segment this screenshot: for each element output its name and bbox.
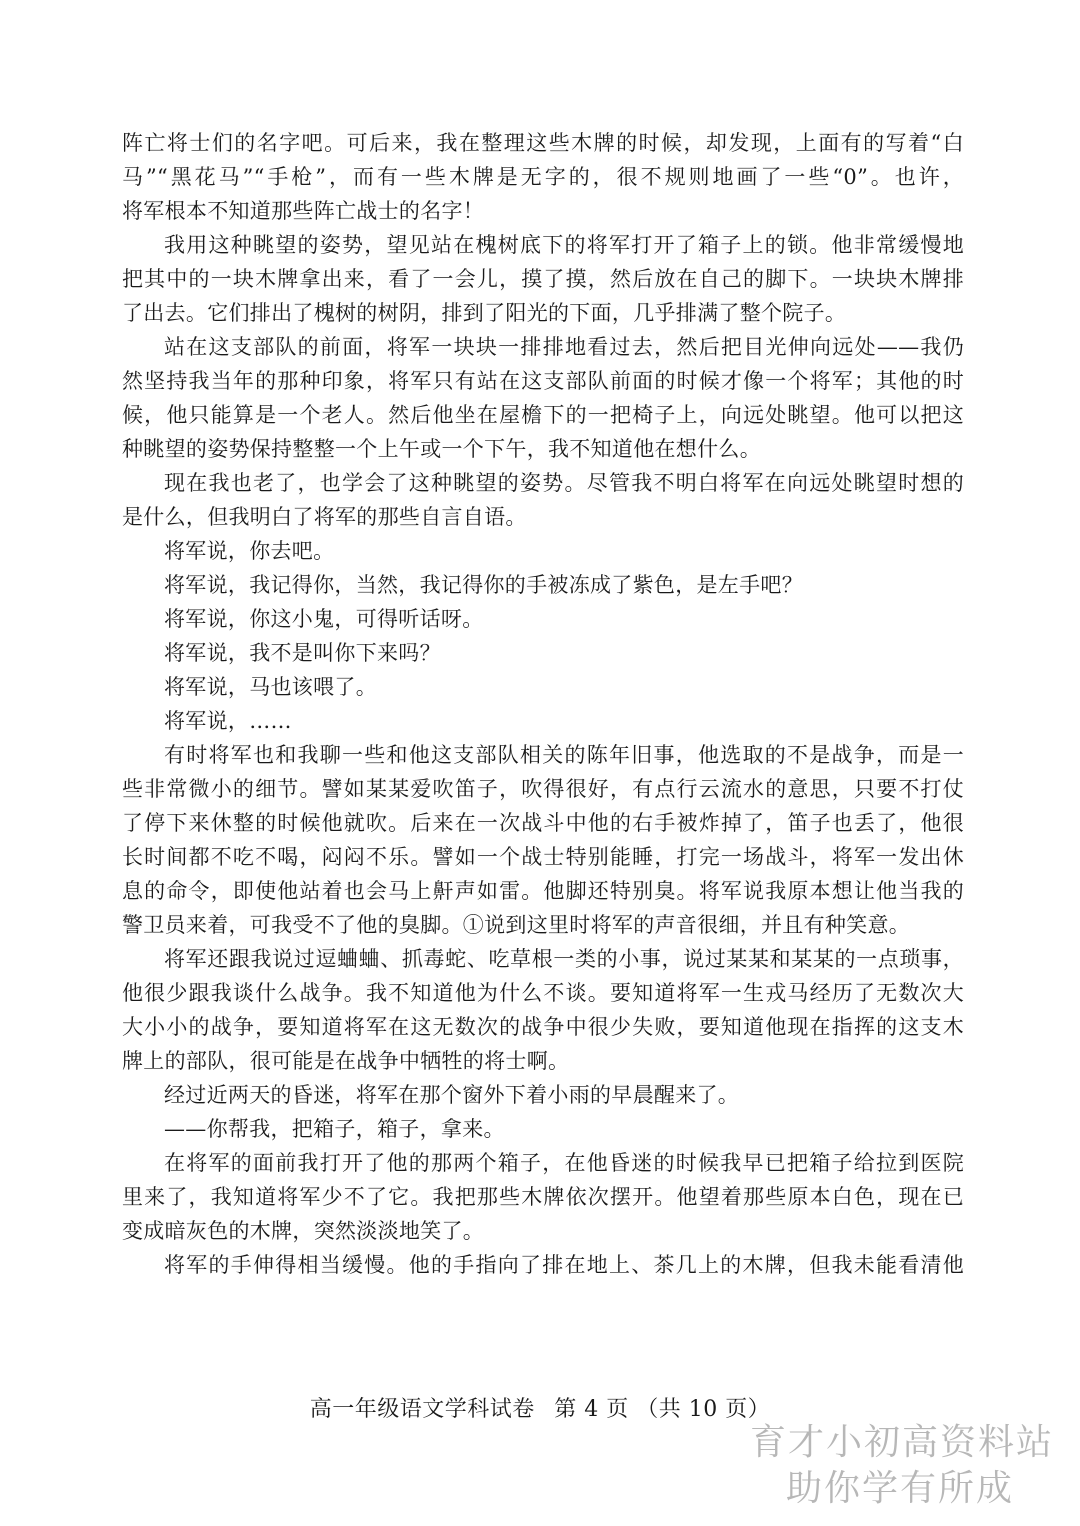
text-line: 将军说，…… bbox=[164, 709, 292, 733]
paragraph bbox=[122, 126, 964, 228]
paragraph bbox=[122, 1248, 964, 1282]
text-line: 把其中的一块木牌拿出来，看了一会儿，摸了摸，然后放在自己的脚下。一块块木牌排 bbox=[122, 267, 964, 291]
text-line: 阵亡将士们的名字吧。可后来，我在整理这些木牌的时候，却发现，上面有的写着“白 bbox=[122, 131, 964, 155]
text-line: 种眺望的姿势保持整整一个上午或一个下午，我不知道他在想什么。 bbox=[122, 437, 761, 461]
watermark-line-1: 育才小初高资料站 bbox=[749, 1422, 1054, 1463]
paragraph bbox=[122, 704, 964, 738]
text-line: 站在这支部队的前面，将军一块块一排排地看过去，然后把目光伸向远处——我仍 bbox=[164, 335, 964, 359]
text-line: 我用这种眺望的姿势，望见站在槐树底下的将军打开了箱子上的锁。他非常缓慢地 bbox=[164, 233, 964, 257]
text-line: 现在我也老了，也学会了这种眺望的姿势。尽管我不明白将军在向远处眺望时想的 bbox=[164, 471, 964, 495]
text-line: 将军说，我记得你，当然，我记得你的手被冻成了紫色，是左手吧？ bbox=[164, 573, 803, 597]
text-line: 将军根本不知道那些阵亡战士的名字！ bbox=[122, 199, 485, 223]
paragraph bbox=[122, 1078, 964, 1112]
watermark-line-2: 助你学有所成 bbox=[785, 1468, 1014, 1509]
text-line: 息的命令，即使他站着也会马上鼾声如雷。他脚还特别臭。将军说我原本想让他当我的 bbox=[122, 879, 964, 903]
text-line: 是什么，但我明白了将军的那些自言自语。 bbox=[122, 505, 527, 529]
paragraph bbox=[122, 534, 964, 568]
text-line: 候，他只能算是一个老人。然后他坐在屋檐下的一把椅子上，向远处眺望。他可以把这 bbox=[122, 403, 964, 427]
paragraph bbox=[122, 1146, 964, 1248]
paragraph bbox=[122, 1112, 964, 1146]
text-line: 了出去。它们排出了槐树的树阴，排到了阳光的下面，几乎排满了整个院子。 bbox=[122, 301, 847, 325]
text-line: 他很少跟我谈什么战争。我不知道他为什么不谈。要知道将军一生戎马经历了无数次大 bbox=[122, 981, 964, 1005]
text-line: 将军的手伸得相当缓慢。他的手指向了排在地上、茶几上的木牌，但我未能看清他 bbox=[164, 1253, 964, 1277]
text-line: 将军说，马也该喂了。 bbox=[164, 675, 377, 699]
text-line: 大小小的战争，要知道将军在这无数次的战争中很少失败，要知道他现在指挥的这支木 bbox=[122, 1015, 964, 1039]
text-line: 些非常微小的细节。譬如某某爱吹笛子，吹得很好，有点行云流水的意思，只要不打仗 bbox=[122, 777, 964, 801]
text-line: 牌上的部队，很可能是在战争中牺牲的将士啊。 bbox=[122, 1049, 570, 1073]
paragraph bbox=[122, 636, 964, 670]
exam-title: 高一年级语文学科试卷 bbox=[309, 1397, 535, 1422]
text-line: 长时间都不吃不喝，闷闷不乐。譬如一个战士特别能睡，打完一场战斗，将军一发出休 bbox=[122, 845, 964, 869]
text-line: 马”“黑花马”“手枪”，而有一些木牌是无字的，很不规则地画了一些“0”。也许， bbox=[122, 165, 964, 189]
paragraph bbox=[122, 602, 964, 636]
exam-page-body bbox=[122, 126, 964, 1282]
text-line: 然坚持我当年的那种印象，将军只有站在这支部队前面的时候才像一个将军；其他的时 bbox=[122, 369, 964, 393]
paragraph bbox=[122, 568, 964, 602]
paragraph bbox=[122, 670, 964, 704]
text-line: 变成暗灰色的木牌，突然淡淡地笑了。 bbox=[122, 1219, 485, 1243]
text-line: 将军说，我不是叫你下来吗？ bbox=[164, 641, 441, 665]
text-line: 经过近两天的昏迷，将军在那个窗外下着小雨的早晨醒来了。 bbox=[164, 1083, 740, 1107]
paragraph bbox=[122, 228, 964, 330]
text-line: 将军说，你这小鬼，可得听话呀。 bbox=[164, 607, 484, 631]
paragraph bbox=[122, 330, 964, 466]
text-line: 将军还跟我说过逗蛐蛐、抓毒蛇、吃草根一类的小事，说过某某和某某的一点琐事， bbox=[164, 947, 964, 971]
paragraph bbox=[122, 942, 964, 1078]
paragraph bbox=[122, 466, 964, 534]
text-line: 警卫员来着，可我受不了他的臭脚。①说到这里时将军的声音很细，并且有种笑意。 bbox=[122, 913, 911, 937]
text-line: 在将军的面前我打开了他的那两个箱子，在他昏迷的时候我早已把箱子给拉到医院 bbox=[164, 1151, 964, 1175]
text-line: 了停下来休整的时候他就吹。后来在一次战斗中他的右手被炸掉了，笛子也丢了，他很 bbox=[122, 811, 964, 835]
text-line: 有时将军也和我聊一些和他这支部队相关的陈年旧事，他选取的不是战争，而是一 bbox=[164, 743, 964, 767]
text-line: 将军说，你去吧。 bbox=[164, 539, 335, 563]
page-number: 第 4 页 （共 10 页） bbox=[554, 1397, 771, 1422]
text-line: ——你帮我，把箱子，箱子，拿来。 bbox=[164, 1117, 505, 1141]
text-line: 里来了，我知道将军少不了它。我把那些木牌依次摆开。他望着那些原本白色，现在已 bbox=[122, 1185, 964, 1209]
paragraph bbox=[122, 738, 964, 942]
